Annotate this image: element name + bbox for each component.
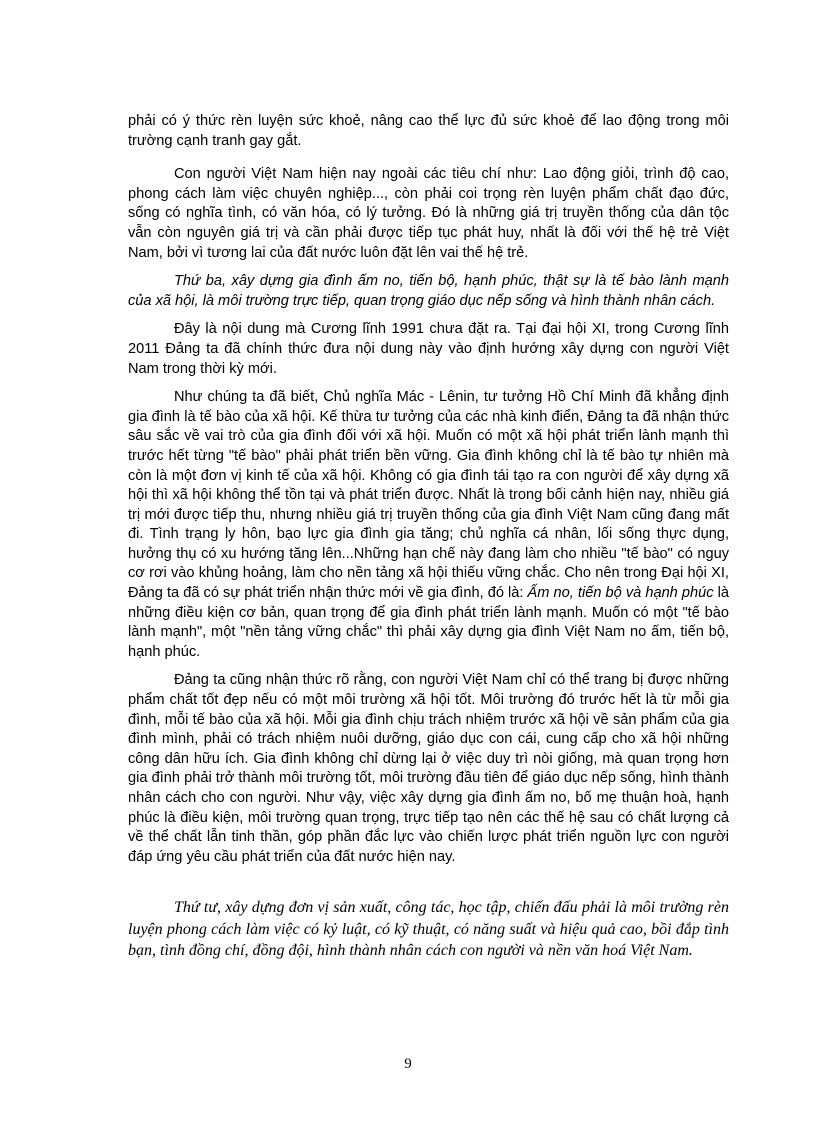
paragraph-vietnamese-people-criteria: Con người Việt Nam hiện nay ngoài các tiêu chí như: Lao động giỏi, trình độ cao, phong cách làm việc chuyên nghiệp..., còn phải coi trọng rèn luyện phẩm chất đạo đức, sống có nghĩa tình, có văn hóa, có lý tưởng. Đó là những giá trị truyền thống của dân tộc vẫn còn nguyên giá trị và cần phải được tiếp tục phát huy, nhất là đối với thế hệ trẻ Việt Nam, bởi vì tương lai của đất nước luôn đặt lên vai thế hệ trẻ. <box>128 166 729 261</box>
family-paragraph-part2: là những điều kiện cơ bản, quan trọng để gia đình phát triển lành mạnh. Muốn có một "tế bào lành mạnh", một "nền tảng vững chắc" thì phải xây dựng gia đình Việt Nam no ấm, tiến bộ, hạnh phúc. <box>128 585 729 660</box>
paragraph-platform-1991-2011: Đây là nội dung mà Cương lĩnh 1991 chưa đặt ra. Tại đại hội XI, trong Cương lĩnh 2011 Đảng ta đã chính thức đưa nội dung này vào định hướng xây dựng con người Việt Nam trong thời kỳ mới. <box>128 321 729 377</box>
body-text <box>128 112 729 876</box>
section-heading-third-point <box>128 272 729 311</box>
family-paragraph-part1: Như chúng ta đã biết, Chủ nghĩa Mác - Lênin, tư tưởng Hồ Chí Minh đã khẳng định gia đình là tế bào của xã hội. Kế thừa tư tưởng của các nhà kinh điển, Đảng ta đã nhận thức sâu sắc về vai trò của gia đình đối với xã hội. Muốn có một xã hội phát triển lành mạnh thì trước hết từng "tế bào" phải phát triển bền vững. Gia đình không chỉ là tế bào tự nhiên mà còn là một đơn vị kinh tế của xã hội. Không có gia đình tái tạo ra con người để xây dựng xã hội thì xã hội không thể tồn tại và phát triển được. Nhất là trong bối cảnh hiện nay, nhiều giá trị mới được tiếp thu, nhưng nhiều giá trị truyền thống của gia đình Việt Nam cũng đang mất đi. Tình trạng ly hôn, bạo lực gia đình gia tăng; chủ nghĩa cá nhân, lối sống thực dụng, hưởng thụ có xu hướng tăng lên...Những hạn chế này đang làm cho nhiều "tế bào" có nguy cơ rơi vào khủng hoảng, làm cho nền tảng xã hội thiếu vững chắc. Cho nên trong Đại hội XI, Đảng ta đã có sự phát triển nhận thức mới về gia đình, đó là: <box>128 389 729 602</box>
paragraph-family-cell-of-society <box>128 388 729 662</box>
paragraph-social-environment: Đảng ta cũng nhận thức rõ rằng, con người Việt Nam chỉ có thể trang bị được những phẩm chất tốt đẹp nếu có một môi trường xã hội tốt. Môi trường đó trước hết là từ mỗi gia đình, mỗi tế bào của xã hội. Mỗi gia đình chịu trách nhiệm trước xã hội về sản phẩm của gia đình mình, phải có trách nhiệm nuôi dưỡng, giáo dục con cái, cung cấp cho xã hội những công dân hữu ích. Gia đình không chỉ dừng lại ở việc duy trì nòi giống, mà quan trọng hơn gia đình phải trở thành môi trường tốt, môi trường đầu tiên để giáo dục nếp sống, hình thành nhân cách cho con người. Như vậy, việc xây dựng gia đình ấm no, bố mẹ thuận hoà, hạnh phúc là điều kiện, môi trường quan trọng, trực tiếp tạo nên các thế hệ sau có chất lượng cả về thể chất lẫn tinh thần, góp phần đắc lực vào chiến lược phát triển nguồn lực con người đáp ứng yêu cầu phát triển của đất nước hiện nay. <box>128 672 729 865</box>
third-point-text: Thứ ba, xây dựng gia đình ấm no, tiến bộ, hạnh phúc, thật sự là tế bào lành mạnh của xã hội, là môi trường trực tiếp, quan trọng giáo dục nếp sống và hình thành nhân cách. <box>128 273 729 309</box>
paragraph-continuation: phải có ý thức rèn luyện sức khoẻ, nâng cao thể lực đủ sức khoẻ để lao động trong môi trường cạnh tranh gay gắt. <box>128 113 729 149</box>
family-paragraph-italic: Ấm no, tiến bộ và hạnh phúc <box>527 585 714 602</box>
section-heading-fourth-point: Thứ tư, xây dựng đơn vị sản xuất, công tác, học tập, chiến đấu phải là môi trường rèn luyện phong cách làm việc có kỷ luật, có kỹ thuật, có năng suất và hiệu quả cao, bồi đắp tình bạn, tình đồng chí, đồng đội, hình thành nhân cách con người và nền văn hoá Việt Nam. <box>128 899 729 959</box>
page-number: 9 <box>404 1056 412 1072</box>
